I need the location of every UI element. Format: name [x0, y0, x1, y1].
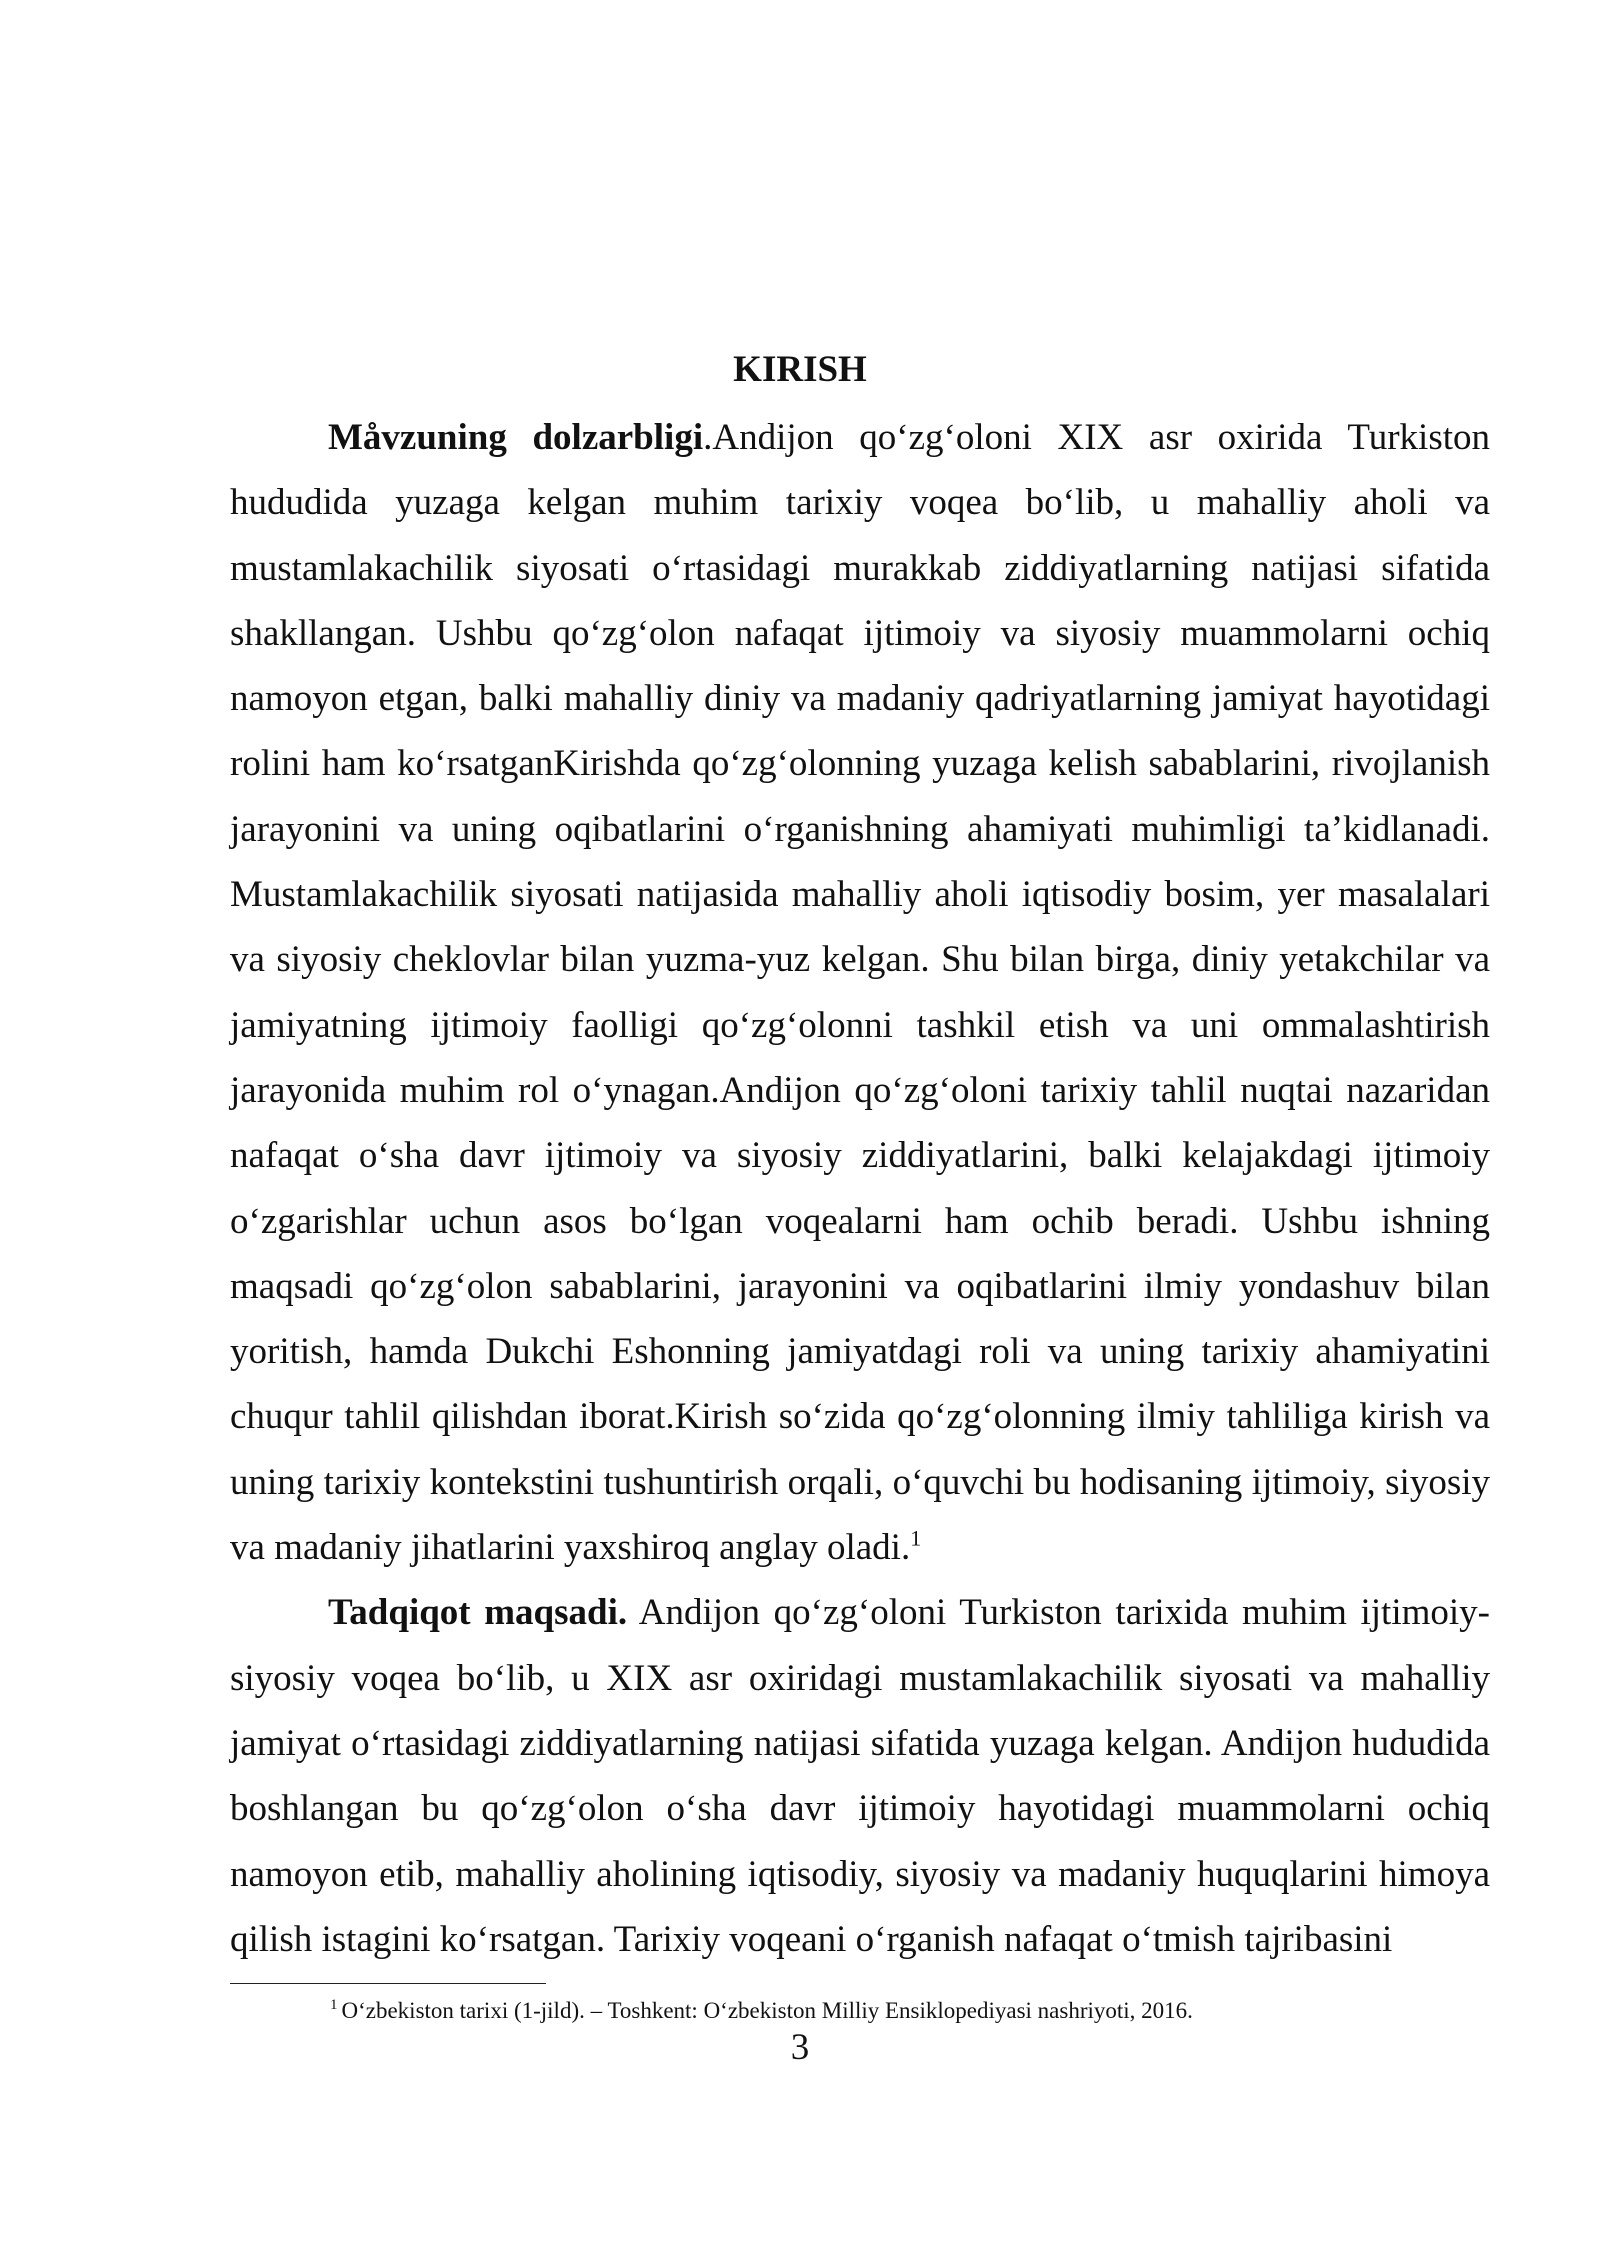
- paragraph-relevance: [230, 405, 1490, 1580]
- footnote-separator: [230, 1983, 546, 1984]
- paragraph-lead: Måvzuning dolzarbligi: [328, 417, 704, 458]
- paragraph-research-goal: [230, 1580, 1490, 1972]
- footnote-text: O‘zbekiston tarixi (1-jild). – Toshkent: O‘zbekiston Milliy Ensiklopediyasi nashriyoti, 2016.: [341, 1998, 1193, 2023]
- section-heading: KIRISH: [733, 349, 867, 390]
- paragraph-text: Andijon qo‘zg‘oloni Turkiston tarixida muhim ijtimoiy-siyosiy voqea bo‘lib, u XIX asr oxiridagi mustamlakachilik siyosati va mahalliy jamiyat o‘rtasidagi ziddiyatlarning natijasi sifatida yuzaga kelgan. Andijon hududida boshlangan bu qo‘zg‘olon o‘sha davr ijtimoiy hayotidagi muammolarni ochiq namoyon etib, mahalliy aholining iqtisodiy, siyosiy va madaniy huquqlarini himoya qilish istagini ko‘rsatgan. Tarixiy voqeani o‘rganish nafaqat o‘tmish tajribasini: [230, 1592, 1490, 1960]
- footnote-mark: 1: [330, 1997, 338, 2014]
- paragraph-lead: Tadqiqot maqsadi.: [328, 1592, 628, 1634]
- footnote: [330, 1996, 1490, 2026]
- body-text: [230, 405, 1490, 1972]
- paragraph-text: .Andijon qo‘zg‘oloni XIX asr oxirida Turkiston hududida yuzaga kelgan muhim tarixiy voqea bo‘lib, u mahalliy aholi va mustamlakachilik siyosati o‘rtasidagi murakkab ziddiyatlarning natijasi sifatida shakllangan. Ushbu qo‘zg‘olon nafaqat ijtimoiy va siyosiy muammolarni ochiq namoyon etgan, balki mahalliy diniy va madaniy qadriyatlarning jamiyat hayotidagi rolini ham ko‘rsatganKirishda qo‘zg‘olonning yuzaga kelish sabablarini, rivojlanish jarayonini va uning oqibatlarini o‘rganishning ahamiyati muhimligi ta’kidlanadi. Mustamlakachilik siyosati natijasida mahalliy aholi iqtisodiy bosim, yer masalalari va siyosiy cheklovlar bilan yuzma-yuz kelgan. Shu bilan birga, diniy yetakchilar va jamiyatning ijtimoiy faolligi qo‘zg‘olonni tashkil etish va uni ommalashtirish jarayonida muhim rol o‘ynagan.Andijon qo‘zg‘oloni tarixiy tahlil nuqtai nazaridan nafaqat o‘sha davr ijtimoiy va siyosiy ziddiyatlarini, balki kelajakdagi ijtimoiy o‘zgarishlar uchun asos bo‘lgan voqealarni ham ochib beradi. Ushbu ishning maqsadi qo‘zg‘olon sabablarini, jarayonini va oqibatlarini ilmiy yondashuv bilan yoritish, hamda Dukchi Eshonning jamiyatdagi roli va uning tarixiy ahamiyatini chuqur tahlil qilishdan iborat.Kirish so‘zida qo‘zg‘olonning ilmiy tahliliga kirish va uning tarixiy kontekstini tushuntirish orqali, o‘quvchi bu hodisaning ijtimoiy, siyosiy va madaniy jihatlarini yaxshiroq anglay oladi.: [230, 417, 1490, 1569]
- page-number: 3: [790, 2027, 810, 2068]
- footnote-reference[interactable]: 1: [910, 1525, 922, 1551]
